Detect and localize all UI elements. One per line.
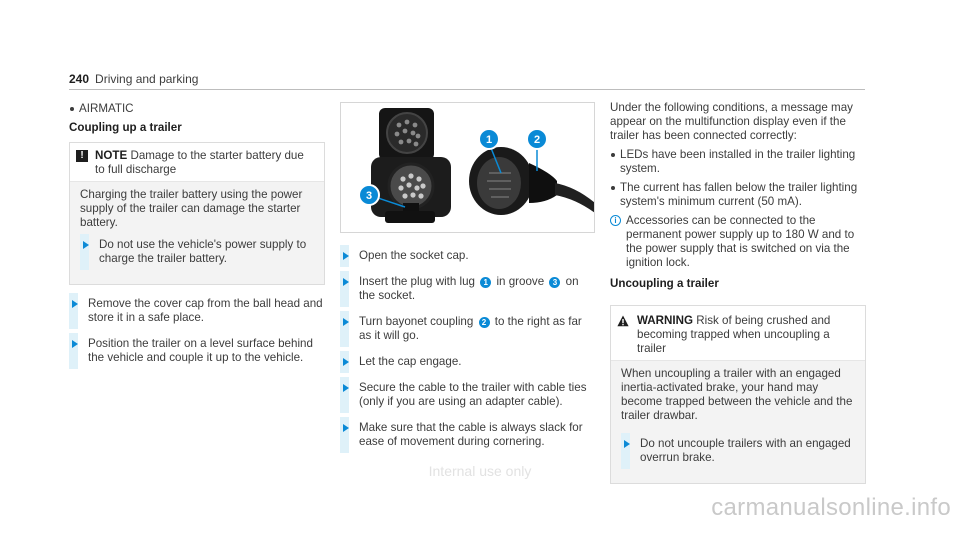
callout-1 [479, 129, 499, 149]
callout-2-label: 2 [533, 134, 541, 146]
page-header [69, 72, 198, 86]
section-heading-coupling: Coupling up a trailer [69, 121, 182, 134]
plug-face [477, 157, 521, 209]
plug-body [529, 163, 557, 203]
step-text [359, 275, 579, 302]
warning-box [610, 305, 866, 484]
step-text: Position the trailer on a level surface behind the vehicle and couple it up to the vehicle. [88, 337, 313, 364]
step-bar [340, 377, 349, 413]
step-text: Do not uncouple trailers with an engaged overrun brake. [640, 437, 851, 464]
internal-use-watermark: Internal use only [428, 463, 532, 479]
header-divider [69, 89, 865, 90]
note-body [70, 181, 324, 284]
arrow-right-icon [72, 340, 78, 348]
warning-label: WARNING [637, 314, 694, 327]
socket-and-plug-illustration [341, 103, 595, 233]
column-middle [340, 102, 595, 457]
callout-badge: 1 [480, 277, 491, 288]
arrow-right-icon [343, 318, 349, 326]
callout-badge: 2 [479, 317, 490, 328]
step-text: Make sure that the cable is always slack for ease of movement during cornering. [359, 421, 583, 448]
intro-paragraph: Under the following conditions, a message may appear on the multifunction display even if the trailer has been connected correctly: [610, 101, 853, 142]
info-note [610, 214, 866, 270]
groove [403, 203, 419, 212]
callout-1-label: 1 [485, 134, 493, 146]
step-bar [340, 417, 349, 453]
note-step [80, 238, 314, 266]
list-item: LEDs have been installed in the trailer lighting system. [610, 148, 866, 176]
callout-3 [359, 185, 379, 205]
step-text-part: Insert the plug with lug [359, 275, 476, 288]
step-text: Open the socket cap. [359, 249, 469, 262]
note-title-text: Damage to the starter battery due to full discharge [95, 149, 304, 176]
section-title: Driving and parking [95, 72, 199, 86]
step-item [340, 355, 595, 369]
step-text-part: to the right as far as it will go. [359, 315, 582, 342]
socket-cap-face [387, 113, 427, 153]
step-text [359, 315, 582, 342]
step-item [340, 249, 595, 263]
page-number: 240 [69, 72, 90, 86]
step-text: Do not use the vehicle's power supply to charge the trailer battery. [99, 238, 307, 265]
info-icon: i [610, 215, 621, 226]
step-text: Secure the cable to the trailer with cable ties (only if you are using an adapter cable). [359, 381, 587, 408]
list-item: The current has fallen below the trailer lighting system's minimum current (50 mA). [610, 181, 866, 209]
trailer-socket-figure [340, 102, 595, 233]
arrow-right-icon [343, 384, 349, 392]
warning-title [637, 314, 857, 356]
step-bar [340, 271, 349, 307]
arrow-right-icon [624, 440, 630, 448]
note-header [70, 143, 324, 181]
step-item [340, 315, 595, 343]
arrow-right-icon [343, 358, 349, 366]
callout-3-label: 3 [365, 190, 373, 202]
step-bar [69, 293, 78, 329]
step-bar [80, 234, 89, 270]
step-text-part: on the socket. [359, 275, 579, 302]
step-list [69, 297, 325, 365]
note-box [69, 142, 325, 285]
step-item [340, 421, 595, 449]
column-right [610, 101, 866, 494]
column-left [69, 102, 325, 373]
arrow-right-icon [83, 241, 89, 249]
step-item [69, 297, 325, 325]
section-heading-uncoupling: Uncoupling a trailer [610, 277, 719, 290]
arrow-right-icon [343, 252, 349, 260]
callout-badge: 3 [549, 277, 560, 288]
step-text-part: in groove [496, 275, 545, 288]
plug-cable [555, 183, 595, 213]
step-item [340, 381, 595, 409]
note-label: NOTE [95, 149, 128, 162]
step-text: Let the cap engage. [359, 355, 462, 368]
note-text: Charging the trailer battery using the power supply of the trailer can damage the starter battery. [80, 188, 303, 229]
step-item [69, 337, 325, 365]
step-bar [69, 333, 78, 369]
warning-title-text: Risk of being crushed and becoming trapped when uncoupling a trailer [637, 314, 831, 355]
list-item: AIRMATIC [69, 102, 325, 116]
arrow-right-icon [343, 278, 349, 286]
step-bar [340, 311, 349, 347]
socket-mount [385, 211, 435, 223]
note-title [95, 149, 316, 177]
warning-header [611, 306, 865, 360]
arrow-right-icon [343, 424, 349, 432]
step-text: Remove the cover cap from the ball head and store it in a safe place. [88, 297, 323, 324]
step-item [340, 275, 595, 303]
warning-text: When uncoupling a trailer with an engaged inertia-activated brake, your hand may become trapped between the vehicle and the trailer drawbar. [621, 367, 853, 422]
callout-2 [527, 129, 547, 149]
site-watermark: carmanualsonline.info [711, 494, 951, 521]
arrow-right-icon [72, 300, 78, 308]
info-text: Accessories can be connected to the permanent power supply up to 180 W and to the power supply that is switched on via the ignition lock. [626, 214, 855, 269]
exclamation-icon: ! [76, 150, 88, 162]
warning-triangle-icon [617, 315, 629, 327]
warning-step [621, 437, 855, 465]
step-text-part: Turn bayonet coupling [359, 315, 474, 328]
